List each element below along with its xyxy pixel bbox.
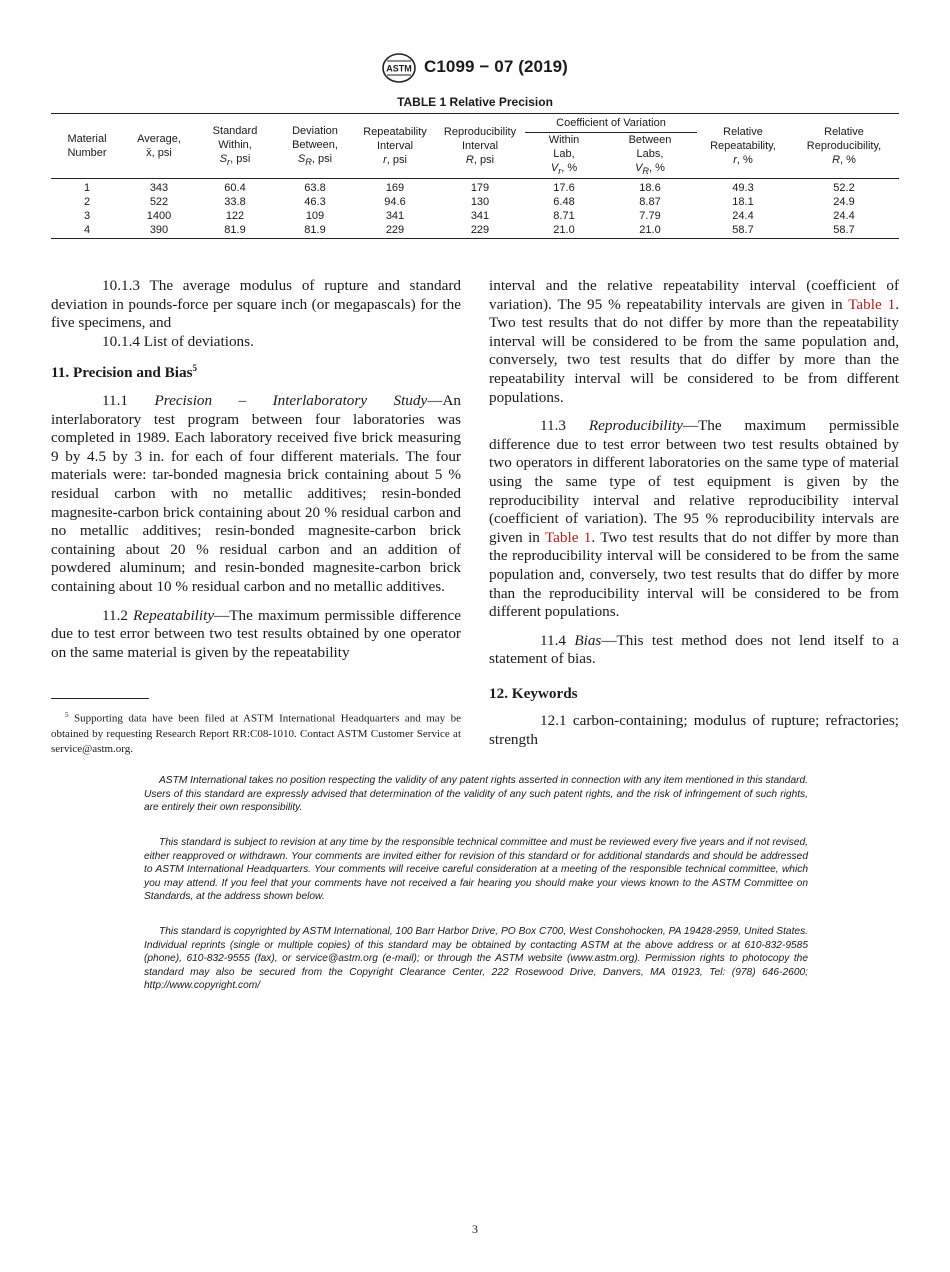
header-standard-within: Standard Within, $S_r$, psi <box>195 114 275 179</box>
header-reproducibility-interval: Reproducibility Interval R, psi <box>435 114 525 179</box>
paragraph-11-4: 11.4 Bias—This test method does not lend itself to a statement of bias. <box>489 631 899 668</box>
paragraph-11-3: 11.3 Reproducibility—The maximum permissible difference due to test error between two test results obtained by two operators in different laboratories on the same type of material using the same type of test equipment is given by the reproducibility interval and relative reproducibility interval (coefficient of variation). The 95 % reproducibility intervals are given in Table 1. Two test results that do not differ by more than the reproducibility interval will be considered to be from the same population and, conversely, two test results that do differ by more than the reproducibility interval will be considered to be from different populations. <box>489 417 900 621</box>
header-average: Average, x̄, psi <box>123 114 195 179</box>
table-row: 1 343 60.4 63.8 169 179 17.6 18.6 49.3 52.2 <box>83 181 855 194</box>
header-deviation-between: Deviation Between, $S_R$, psi <box>275 114 355 179</box>
logo-text: ASTM <box>386 63 412 74</box>
footnote-5: $^5$ Supporting data have been filed at ASTM International Headquarters and may be obtained by requesting Research Report RR:C08-1010. Contact ASTM Customer Service at service@astm.org. <box>51 711 461 755</box>
header-coefficient-of-variation: Coefficient of Variation <box>525 114 697 133</box>
relative-precision-table <box>51 113 899 239</box>
paragraph-10-1-4: 10.1.4 List of deviations. <box>102 332 254 350</box>
paragraph-11-2-continued: interval and the relative repeatability interval (coefficient of variation). The 95 % repeatability intervals are given in Table 1. Two test results that do not differ by more than the repeatability interval will be considered to be from the same population and, conversely, two test results that do differ by more than the repeatability interval will be considered to be from different populations. <box>489 277 899 406</box>
header-within-lab: Within Lab, $V_r$, % <box>525 133 603 179</box>
copyright-notice: This standard is copyrighted by ASTM International, 100 Barr Harbor Drive, PO Box C700, West Conshohocken, PA 19428-2959, United States. Individual reprints (single or multiple copies) of this standard may be obtained by contacting ASTM at the above address or at 610-832-9585 (phone), 610-832-9555 (fax), or service@astm.org (e-mail); or through the ASTM website (www.astm.org). Permission rights to photocopy the standard may also be secured from the Copyright Clearance Center, 222 Rosewood Drive, Danvers, MA 01923, Tel: (978) 646-2600; http://www.copyright.com/ <box>144 926 808 992</box>
header-repeatability-interval: Repeatability Interval r, psi <box>355 114 435 179</box>
page-header <box>0 52 950 86</box>
header-relative-reproducibility: Relative Reproducibility, R, % <box>789 114 899 179</box>
left-column <box>51 277 461 662</box>
table-row: 4 390 81.9 81.9 229 229 21.0 21.0 58.7 58.7 <box>51 223 899 239</box>
revision-notice: This standard is subject to revision at any time by the responsible technical committee and must be reviewed every five years and if not revised, either reapproved or withdrawn. Your comments are invited either for revision of this standard or for additional standards and should be addressed to ASTM International Headquarters. Your comments will receive careful consideration at a meeting of the responsible technical committee, which you may attend. If you feel that your comments have not received a fair hearing you should make your views known to the ASTM Committee on Standards, at the address shown below. <box>144 837 808 903</box>
paragraph-12-1: 12.1 carbon-containing; modulus of rupture; refractories; strength <box>489 712 899 749</box>
header-relative-repeatability: Relative Repeatability, r, % <box>697 114 789 179</box>
table-row: 3 1400 122 109 341 341 8.71 7.79 24.4 24.4 <box>83 209 855 222</box>
paragraph-10-1-3: 10.1.3 The average modulus of rupture and standard deviation in pounds-force per square inch (or megapascals) for the five specimens, and <box>51 277 461 332</box>
table-title: TABLE 1 Relative Precision <box>397 95 553 109</box>
patent-notice: ASTM International takes no position respecting the validity of any patent rights asserted in connection with any item mentioned in this standard. Users of this standard are expressly advised that determination of the validity of any such patent rights, and the risk of infringement of such rights, are entirely their own responsibility. <box>144 775 808 814</box>
paragraph-11-2: 11.2 Repeatability—The maximum permissible difference due to test error between two test results obtained by one operator on the same material is given by the repeatability <box>51 606 461 661</box>
document-number: C1099 − 07 (2019) <box>424 57 568 76</box>
right-column <box>489 277 899 750</box>
section-heading-precision-bias: 11. Precision and Bias$^5$ <box>51 363 197 382</box>
astm-logo-icon <box>381 52 417 84</box>
header-between-labs: Between Labs, $V_R$, % <box>603 133 697 179</box>
section-heading-keywords: 12. Keywords <box>489 684 578 702</box>
header-material-number: Material Number <box>51 114 123 179</box>
table-row: 2 522 33.8 46.3 94.6 130 6.48 8.87 18.1 24.9 <box>83 195 855 208</box>
table-1-link[interactable]: Table 1 <box>544 528 592 546</box>
paragraph-11-1: 11.1 Precision – Interlaboratory Study—An interlaboratory test program between four laboratories was completed in 1989. Each laboratory received five brick measuring 9 by 4.5 by 3 in. for each of four different materials. The four materials were: tar-bonded magnesia brick containing about 5 % residual carbon with no metallic additives; resin-bonded magnesite-carbon brick containing about 20 % residual carbon and no metallic additives; resin-bonded magnesite-carbon brick containing about 20 % residual carbon and an addition of powdered aluminum; and resin-bonded magnesite-carbon brick containing about 10 % residual carbon and no metallic additives. <box>51 391 461 595</box>
footnote-ref: 5 <box>192 363 197 374</box>
table-1-link[interactable]: Table 1 <box>848 295 896 313</box>
page-number: 3 <box>472 1222 478 1236</box>
footnote-divider <box>51 698 149 699</box>
